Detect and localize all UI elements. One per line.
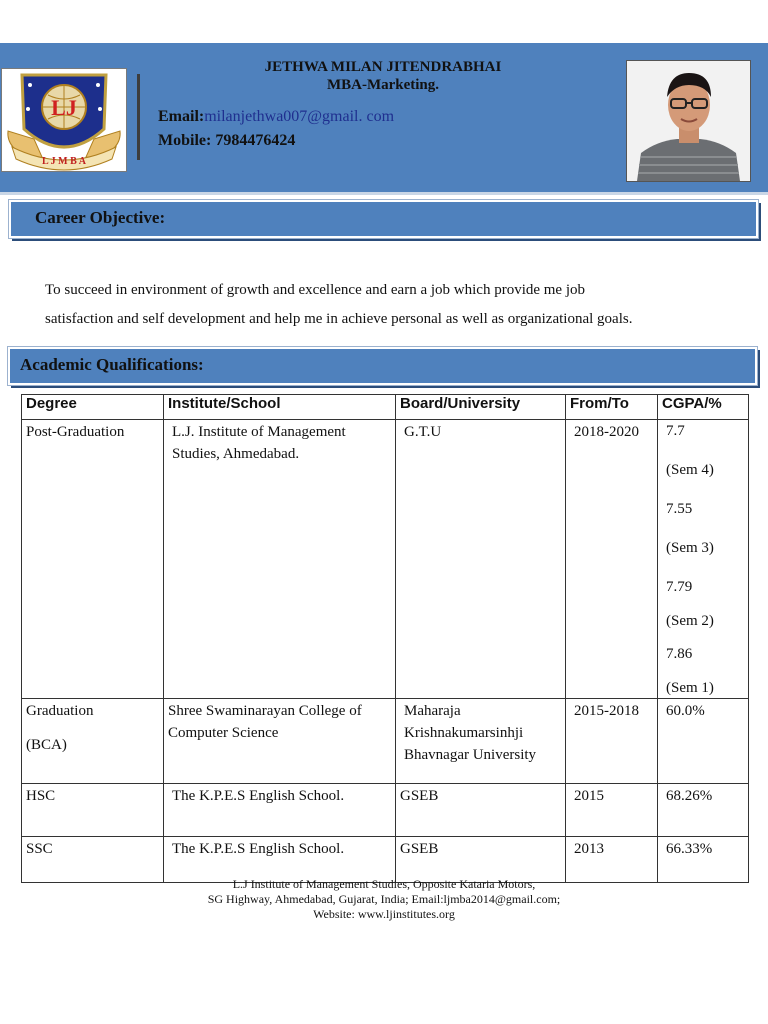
column-header-institute: Institute/School — [164, 395, 396, 420]
cell-cgpa: 68.26% — [658, 784, 749, 837]
email-label: Email: — [158, 108, 205, 125]
table-row — [22, 837, 749, 883]
cell-institute: Shree Swaminarayan College of Computer Science — [164, 699, 396, 784]
table-row — [22, 420, 749, 699]
cgpa-value: 7.86 — [666, 646, 693, 662]
cell-from-to: 2013 — [566, 837, 658, 883]
cell-board: G.T.U — [396, 420, 566, 699]
cell-from-to: 2018-2020 — [566, 420, 658, 699]
svg-text:L J M B A: L J M B A — [42, 156, 86, 167]
cgpa-value: 7.55 — [666, 501, 693, 517]
candidate-degree: MBA-Marketing. — [326, 77, 440, 93]
cell-cgpa: 66.33% — [658, 837, 749, 883]
cell-institute: L.J. Institute of Management Studies, Ahmedabad. — [164, 420, 396, 699]
footer-address-line-2: SG Highway, Ahmedabad, Gujarat, India; Email:ljmba2014@gmail.com; — [207, 892, 561, 906]
cell-from-to: 2015 — [566, 784, 658, 837]
svg-text:LJ: LJ — [51, 95, 77, 120]
column-header-degree: Degree — [22, 395, 164, 420]
column-header-cgpa: CGPA/% — [658, 395, 749, 420]
cgpa-value: 7.7 — [666, 423, 685, 439]
column-header-board: Board/University — [396, 395, 566, 420]
cgpa-semester: (Sem 2) — [666, 613, 714, 629]
cell-degree — [22, 699, 164, 784]
degree-abbrev: (BCA) — [26, 737, 67, 753]
column-header-from-to: From/To — [566, 395, 658, 420]
objective-line-2: satisfaction and self development and help me in achieve personal as well as organizational goals. — [45, 311, 633, 327]
cell-from-to: 2015-2018 — [566, 699, 658, 784]
mobile-line — [158, 129, 394, 153]
header-divider — [0, 192, 768, 195]
academic-qualifications-heading: Academic Qualifications: — [20, 355, 204, 374]
candidate-name: JETHWA MILAN JITENDRABHAI — [264, 59, 502, 75]
academic-qualifications-bar — [8, 347, 757, 385]
cell-institute: The K.P.E.S English School. — [164, 784, 396, 837]
candidate-heading — [170, 58, 596, 94]
table-row — [22, 699, 749, 784]
cell-degree: Post-Graduation — [22, 420, 164, 699]
cgpa-semester: (Sem 4) — [666, 462, 714, 478]
degree-name: Graduation — [26, 703, 94, 719]
contact-block — [158, 105, 394, 153]
candidate-photo — [626, 60, 751, 182]
academic-table — [21, 394, 749, 883]
cell-board: GSEB — [396, 837, 566, 883]
objective-line-1: To succeed in environment of growth and excellence and earn a job which provide me job — [45, 282, 586, 298]
institute-footer — [0, 877, 768, 922]
cell-degree: SSC — [22, 837, 164, 883]
header-separator — [137, 74, 140, 160]
cgpa-semester: (Sem 1) — [666, 680, 714, 696]
career-objective-bar — [9, 200, 758, 238]
career-objective-heading: Career Objective: — [35, 208, 166, 227]
email-line — [158, 105, 394, 129]
cgpa-semester: (Sem 3) — [666, 540, 714, 556]
table-header-row — [22, 395, 749, 420]
cell-institute: The K.P.E.S English School. — [164, 837, 396, 883]
cgpa-value: 7.79 — [666, 579, 693, 595]
lj-crest-icon — [2, 69, 126, 171]
institute-logo — [1, 68, 127, 172]
person-photo-icon — [627, 61, 750, 181]
cell-degree: HSC — [22, 784, 164, 837]
table-row — [22, 784, 749, 837]
career-objective-text — [45, 276, 745, 334]
cell-board: Maharaja Krishnakumarsinhji Bhavnagar University — [396, 699, 566, 784]
mobile-number: 7984476424 — [215, 132, 296, 149]
email-link[interactable]: milanjethwa007@gmail. com — [204, 108, 395, 125]
cell-board: GSEB — [396, 784, 566, 837]
cell-cgpa — [658, 420, 749, 699]
footer-website: Website: www.ljinstitutes.org — [313, 907, 455, 921]
footer-address-line-1: L.J Institute of Management Studies, Opposite Kataria Motors, — [232, 877, 536, 891]
mobile-label: Mobile: — [158, 132, 212, 149]
cell-cgpa: 60.0% — [658, 699, 749, 784]
